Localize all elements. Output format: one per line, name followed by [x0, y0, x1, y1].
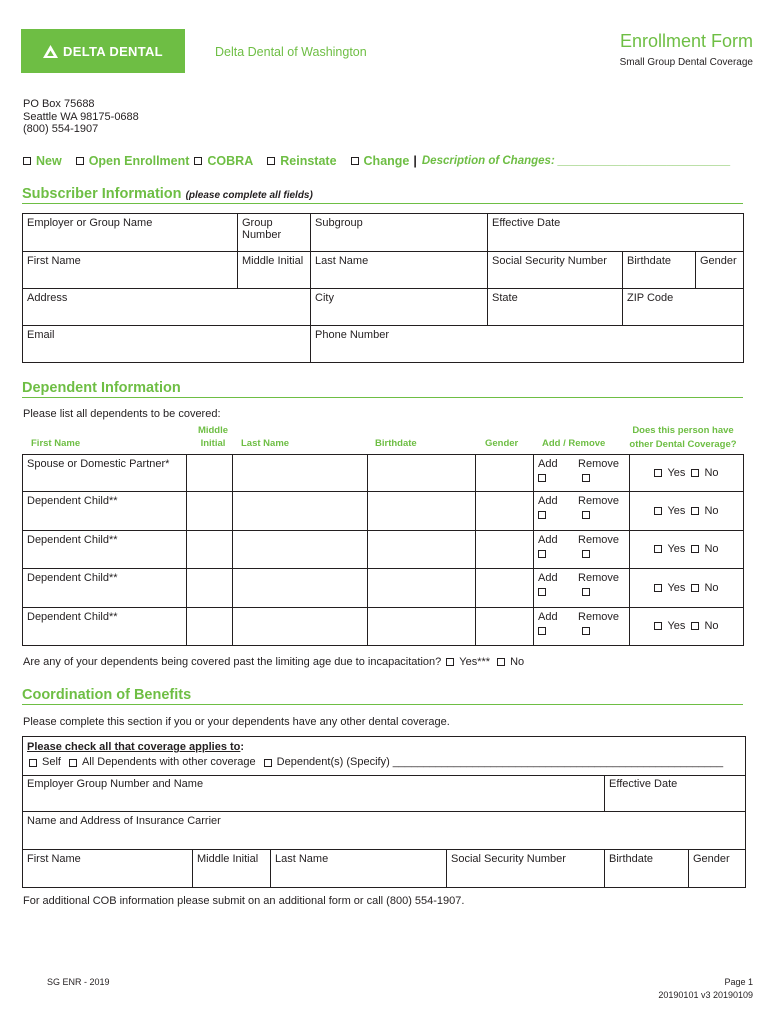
- self-label: Self: [42, 756, 61, 768]
- remove-label: Remove: [578, 495, 619, 507]
- remove-checkbox[interactable]: [582, 474, 590, 482]
- birthdate-field[interactable]: [623, 252, 696, 289]
- incap-no-label: No: [510, 656, 525, 668]
- state-label: State: [492, 292, 518, 304]
- add-remove-cell: [534, 608, 630, 646]
- cob-effective-date-label: Effective Date: [609, 777, 678, 790]
- employer-label: Employer or Group Name: [27, 217, 153, 229]
- email-label: Email: [27, 329, 55, 341]
- last-name-label: Last Name: [315, 255, 369, 267]
- no-label: No: [704, 581, 719, 594]
- cob-section-title: [22, 687, 743, 705]
- organization-name: Delta Dental of Washington: [215, 45, 367, 59]
- dependent-gender-field[interactable]: [476, 569, 534, 608]
- dependent-row: [23, 531, 744, 569]
- change-checkbox[interactable]: [351, 157, 359, 165]
- heading-colon: :: [240, 741, 245, 753]
- subscriber-section-title: [22, 186, 743, 204]
- cob-middle-initial-label: Middle Initial: [197, 852, 259, 865]
- all-dependents-checkbox[interactable]: [69, 759, 77, 767]
- employer-group-label: Employer Group Number and Name: [27, 777, 204, 790]
- group-number-label: Group Number: [242, 217, 282, 241]
- add-checkbox[interactable]: [538, 550, 546, 558]
- col-gender: Gender: [485, 438, 519, 449]
- dependent-last-name-field[interactable]: [233, 531, 368, 569]
- add-remove-cell: [534, 455, 630, 492]
- middle-initial-field[interactable]: [238, 252, 311, 289]
- add-remove-cell: [534, 569, 630, 608]
- group-number-field[interactable]: [238, 214, 311, 252]
- remove-label: Remove: [578, 458, 619, 470]
- address-field[interactable]: [23, 289, 311, 326]
- dependent-last-name-field[interactable]: [233, 455, 368, 492]
- effective-date-label: Effective Date: [492, 217, 561, 229]
- dependent-first-name-field[interactable]: [23, 492, 187, 531]
- new-checkbox[interactable]: [23, 157, 31, 165]
- coverage-yes-checkbox[interactable]: [654, 545, 662, 553]
- dependent-middle-initial-field[interactable]: [187, 492, 233, 531]
- coverage-no-checkbox[interactable]: [691, 545, 699, 553]
- birthdate-label: Birthdate: [627, 255, 672, 267]
- col-middle-initial: Middle Initial: [197, 425, 229, 449]
- cobra-label: COBRA: [207, 154, 254, 168]
- add-remove-cell: [534, 492, 630, 531]
- cob-title: Coordination of Benefits: [22, 687, 192, 703]
- subscriber-title: Subscriber Information: [22, 186, 182, 202]
- dependent-middle-initial-field[interactable]: [187, 569, 233, 608]
- delta-triangle-icon: [43, 45, 58, 58]
- yes-label: Yes: [667, 466, 686, 479]
- dependent-row: [23, 608, 744, 646]
- dependent-last-name-field[interactable]: [233, 608, 368, 646]
- address-label: Address: [27, 292, 68, 304]
- address-phone: (800) 554-1907: [23, 123, 99, 135]
- ssn-field[interactable]: [488, 252, 623, 289]
- cob-birthdate-label: Birthdate: [609, 852, 654, 865]
- dependent-row: [23, 492, 744, 531]
- cob-effective-date-field[interactable]: [605, 775, 746, 811]
- dependent-first-name-field[interactable]: [23, 569, 187, 608]
- dependent-last-name-field[interactable]: [233, 492, 368, 531]
- dependent-gender-field[interactable]: [476, 608, 534, 646]
- incap-yes-label: Yes***: [459, 656, 491, 668]
- subgroup-label: Subgroup: [315, 217, 363, 229]
- zip-label: ZIP Code: [627, 292, 674, 304]
- cob-gender-label: Gender: [693, 852, 730, 865]
- incap-no-checkbox[interactable]: [497, 658, 505, 666]
- remove-label: Remove: [578, 611, 619, 623]
- address-line: Seattle WA 98175-0688: [23, 110, 139, 123]
- cob-intro: Please complete this section if you or your dependents have any other dental coverage.: [23, 716, 450, 728]
- dependent-type-label: Dependent Child**: [27, 572, 118, 584]
- cob-ssn-label: Social Security Number: [451, 852, 566, 865]
- remove-checkbox[interactable]: [582, 627, 590, 635]
- ssn-label: Social Security Number: [492, 255, 607, 267]
- dependent-first-name-field[interactable]: [23, 455, 187, 492]
- zip-field[interactable]: [623, 289, 744, 326]
- dependent-gender-field[interactable]: [476, 492, 534, 531]
- enrollment-type-options: [23, 154, 731, 168]
- coverage-no-checkbox[interactable]: [691, 469, 699, 477]
- form-title: Enrollment Form: [619, 31, 753, 51]
- city-label: City: [315, 292, 334, 304]
- first-name-label: First Name: [27, 255, 81, 267]
- coverage-yes-checkbox[interactable]: [654, 584, 662, 592]
- incap-yes-checkbox[interactable]: [446, 658, 454, 666]
- add-label: Add: [538, 458, 558, 470]
- dependent-birthdate-field[interactable]: [368, 492, 476, 531]
- add-label: Add: [538, 572, 558, 584]
- add-checkbox[interactable]: [538, 474, 546, 482]
- incapacitation-question: [23, 656, 524, 668]
- dependent-middle-initial-field[interactable]: [187, 455, 233, 492]
- dependent-first-name-field[interactable]: [23, 608, 187, 646]
- other-coverage-cell: [630, 455, 744, 492]
- yes-label: Yes: [667, 504, 686, 517]
- first-name-field[interactable]: [23, 252, 238, 289]
- dependent-section-title: [22, 380, 743, 398]
- remove-checkbox[interactable]: [582, 588, 590, 596]
- gender-label: Gender: [700, 255, 737, 267]
- dependent-birthdate-field[interactable]: [368, 569, 476, 608]
- yes-label: Yes: [667, 543, 686, 555]
- no-label: No: [704, 620, 719, 632]
- add-checkbox[interactable]: [538, 627, 546, 635]
- cob-birthdate-field[interactable]: [605, 849, 689, 887]
- cob-middle-initial-field[interactable]: [193, 849, 271, 887]
- mailing-address: [23, 98, 139, 136]
- logo-text: DELTA DENTAL: [63, 43, 163, 59]
- cob-first-name-field[interactable]: [23, 849, 193, 887]
- cob-last-name-field[interactable]: [271, 849, 447, 887]
- all-dependents-label: All Dependents with other coverage: [81, 756, 256, 768]
- phone-field[interactable]: [311, 326, 744, 363]
- subscriber-table: [22, 213, 744, 363]
- coverage-no-checkbox[interactable]: [691, 622, 699, 630]
- dependent-middle-initial-field[interactable]: [187, 531, 233, 569]
- cob-gender-field[interactable]: [689, 849, 746, 887]
- yes-label: Yes: [667, 581, 686, 594]
- col-other-coverage: Does this person have other Dental Coverage?: [629, 425, 737, 450]
- coverage-options: [29, 755, 723, 770]
- add-label: Add: [538, 534, 558, 546]
- other-coverage-cell: [630, 531, 744, 569]
- employer-group-field[interactable]: [23, 775, 605, 811]
- coverage-yes-checkbox[interactable]: [654, 469, 662, 477]
- dependent-intro: Please list all dependents to be covered:: [23, 408, 221, 420]
- no-label: No: [704, 543, 719, 555]
- dependent-type-label: Dependent Child**: [27, 495, 118, 507]
- address-line: PO Box 75688: [23, 98, 95, 110]
- reinstate-label: Reinstate: [280, 154, 337, 168]
- email-field[interactable]: [23, 326, 311, 363]
- cob-last-name-label: Last Name: [275, 852, 329, 865]
- effective-date-field[interactable]: [488, 214, 744, 252]
- dependent-first-name-field[interactable]: [23, 531, 187, 569]
- separator: |: [413, 154, 417, 168]
- coverage-applies-heading: Please check all that coverage applies to: [27, 741, 241, 753]
- remove-checkbox[interactable]: [582, 550, 590, 558]
- dependents-specify-checkbox[interactable]: [264, 759, 272, 767]
- gender-field[interactable]: [696, 252, 744, 289]
- remove-label: Remove: [578, 534, 619, 546]
- description-of-changes-field[interactable]: Description of Changes: ___________________________: [421, 155, 731, 167]
- dependent-type-label: Spouse or Domestic Partner*: [27, 458, 170, 470]
- dependent-title: Dependent Information: [22, 380, 181, 396]
- page-number: Page 1: [724, 977, 753, 987]
- dependent-last-name-field[interactable]: [233, 569, 368, 608]
- form-subtitle: Small Group Dental Coverage: [619, 57, 753, 68]
- open-enrollment-label: Open Enrollment: [88, 154, 190, 168]
- cob-first-name-label: First Name: [27, 852, 81, 865]
- add-checkbox[interactable]: [538, 511, 546, 519]
- no-label: No: [704, 504, 719, 517]
- employer-field[interactable]: [23, 214, 238, 252]
- dependent-gender-field[interactable]: [476, 531, 534, 569]
- incapacitation-text: Are any of your dependents being covered past the limiting age due to incapacitation?: [23, 656, 442, 668]
- remove-label: Remove: [578, 572, 619, 584]
- coverage-no-checkbox[interactable]: [691, 584, 699, 592]
- dependent-row: [23, 569, 744, 608]
- reinstate-checkbox[interactable]: [267, 157, 275, 165]
- add-label: Add: [538, 611, 558, 623]
- other-coverage-cell: [630, 608, 744, 646]
- add-checkbox[interactable]: [538, 588, 546, 596]
- subgroup-field[interactable]: [311, 214, 488, 252]
- middle-initial-label: Middle Initial: [242, 255, 304, 267]
- add-remove-cell: [534, 531, 630, 569]
- coverage-yes-checkbox[interactable]: [654, 507, 662, 515]
- no-label: No: [704, 466, 719, 479]
- cob-table: [22, 736, 746, 888]
- col-first-name: First Name: [31, 438, 81, 449]
- dependents-table: [22, 454, 744, 646]
- yes-label: Yes: [667, 620, 686, 632]
- delta-dental-logo: [21, 29, 185, 73]
- last-name-field[interactable]: [311, 252, 488, 289]
- coverage-no-checkbox[interactable]: [691, 507, 699, 515]
- dependent-gender-field[interactable]: [476, 455, 534, 492]
- remove-checkbox[interactable]: [582, 511, 590, 519]
- self-checkbox[interactable]: [29, 759, 37, 767]
- cobra-checkbox[interactable]: [194, 157, 202, 165]
- col-last-name: Last Name: [241, 438, 290, 449]
- coverage-applies-cell: [23, 737, 746, 776]
- subscriber-note: (please complete all fields): [185, 190, 313, 201]
- other-coverage-cell: [630, 569, 744, 608]
- cob-ssn-field[interactable]: [447, 849, 605, 887]
- dependent-type-label: Dependent Child**: [27, 534, 118, 546]
- city-field[interactable]: [311, 289, 488, 326]
- open-enrollment-checkbox[interactable]: [76, 157, 84, 165]
- dependent-middle-initial-field[interactable]: [187, 608, 233, 646]
- change-label: Change: [363, 154, 410, 168]
- dependent-birthdate-field[interactable]: [368, 455, 476, 492]
- carrier-label: Name and Address of Insurance Carrier: [27, 814, 221, 827]
- dependent-birthdate-field[interactable]: [368, 531, 476, 569]
- new-label: New: [36, 154, 62, 168]
- col-birthdate: Birthdate: [375, 438, 417, 449]
- cob-additional-info: For additional COB information please submit on an additional form or call (800) 554-1907.: [23, 895, 465, 907]
- phone-label: Phone Number: [315, 329, 389, 341]
- other-coverage-cell: [630, 492, 744, 531]
- col-add-remove: Add / Remove: [542, 438, 606, 449]
- state-field[interactable]: [488, 289, 623, 326]
- version: 20190101 v3 20190109: [658, 990, 753, 1000]
- coverage-yes-checkbox[interactable]: [654, 622, 662, 630]
- add-label: Add: [538, 495, 558, 507]
- dependent-type-label: Dependent Child**: [27, 611, 118, 623]
- dependent-row: [23, 455, 744, 492]
- carrier-field[interactable]: [23, 811, 746, 849]
- dependents-specify-field[interactable]: Dependent(s) (Specify) ______________________________________________________: [276, 756, 724, 768]
- dependent-birthdate-field[interactable]: [368, 608, 476, 646]
- form-id: SG ENR - 2019: [47, 977, 110, 987]
